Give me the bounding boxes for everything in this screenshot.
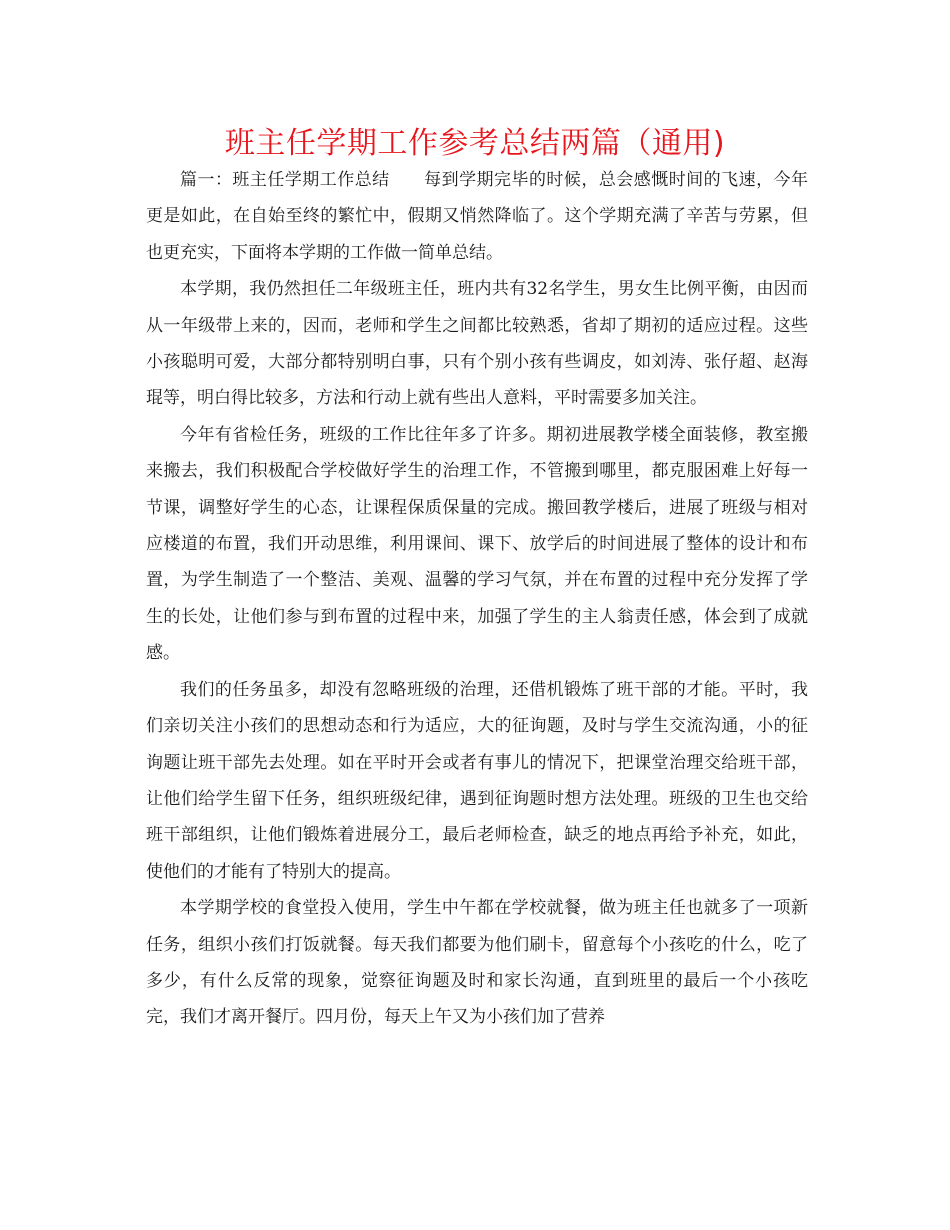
paragraph-5: 本学期学校的食堂投入使用，学生中午都在学校就餐，做为班主任也就多了一项新任务，组织小孩们打饭就餐。每天我们都要为他们刷卡，留意每个小孩吃的什么，吃了多少，有什么反常的现象，觉察征询题及时和家长沟通，直到班里的最后一个小孩吃完，我们才离开餐厅。四月份，每天上午又为小孩们加了营养: [146, 898, 808, 1028]
section-heading: 篇一：班主任学期工作总结: [180, 170, 390, 190]
paragraph-4: 我们的任务虽多，却没有忽略班级的治理，还借机锻炼了班干部的才能。平时，我们亲切关注小孩们的思想动态和行为适应，大的征询题，及时与学生交流沟通，小的征询题让班干部先去处理。如在平时开会或者有事儿的情况下，把课堂治理交给班干部，让他们给学生留下任务，组织班级纪律，遇到征询题时想方法处理。班级的卫生也交给班干部组织，让他们锻炼着进展分工，最后老师检查，缺乏的地点再给予补充，如此，使他们的才能有了特别大的提高。: [146, 679, 808, 882]
paragraph-3: 今年有省检任务，班级的工作比往年多了许多。期初进展教学楼全面装修，教室搬来搬去，我们积极配合学校做好学生的治理工作，不管搬到哪里，都克服困难上好每一节课，调整好学生的心态，让课程保质保量的完成。搬回教学楼后，进展了班级与相对应楼道的布置，我们开动思维，利用课间、课下、放学后的时间进展了整体的设计和布置，为学生制造了一个整洁、美观、温馨的学习气氛，并在布置的过程中充分发挥了学生的长处，让他们参与到布置的过程中来，加强了学生的主人翁责任感，体会到了成就感。: [146, 424, 808, 664]
document-title: 班主任学期工作参考总结两篇（通用): [224, 126, 726, 161]
document-body: [146, 162, 808, 1036]
paragraph-2: 本学期，我仍然担任二年级班主任，班内共有32名学生，男女生比例平衡，由因而从一年级带上来的，因而，老师和学生之间都比较熟悉，省却了期初的适应过程。这些小孩聪明可爱，大部分都特别明白事，只有个别小孩有些调皮，如刘涛、张仔超、赵海琨等，明白得比较多，方法和行动上就有些出人意料，平时需要多加关注。: [146, 279, 808, 409]
paragraph-1: [146, 162, 808, 271]
paragraph-1-text: 每到学期完毕的时候，总会感慨时间的飞速，今年更是如此，在自始至终的繁忙中，假期又悄然降临了。这个学期充满了辛苦与劳累，但也更充实，下面将本学期的工作做一简单总结。: [146, 170, 809, 263]
